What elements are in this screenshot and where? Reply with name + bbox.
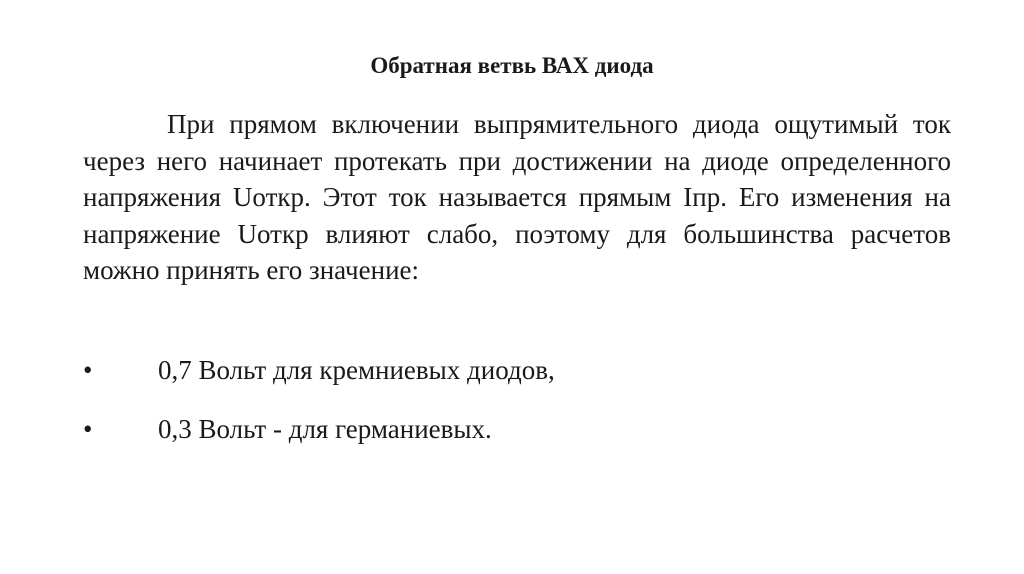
list-item — [83, 352, 951, 388]
bullet-text: 0,3 Вольт - для германиевых. — [158, 414, 492, 444]
list-item — [83, 411, 951, 447]
bullet-marker: • — [83, 355, 93, 385]
bullet-list — [83, 352, 951, 470]
bullet-marker: • — [83, 414, 93, 444]
bullet-text: 0,7 Вольт для кремниевых диодов, — [158, 355, 555, 385]
slide-title: Обратная ветвь ВАХ диода — [370, 53, 654, 78]
body-paragraph: При прямом включении выпрямительного диода ощутимый ток через него начинает протекать при достижении на диоде определенного напряжения Uоткр. Этот ток называется прямым Iпр. Его изменения на напряжение Uоткр влияют слабо, поэтому для большинства расчетов можно принять его значение: — [83, 109, 951, 285]
